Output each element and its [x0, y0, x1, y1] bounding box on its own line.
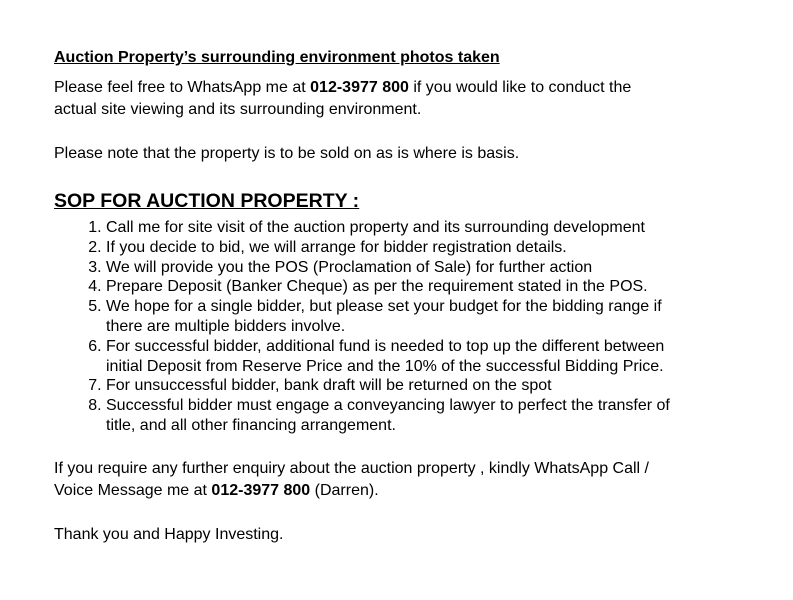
- sop-item: [106, 376, 754, 396]
- sop-item-text: If you decide to bid, we will arrange for bidder registration details.: [106, 238, 567, 256]
- whatsapp-paragraph: [54, 77, 754, 121]
- phone-number: 012-3977 800: [310, 79, 409, 96]
- sop-item: [106, 238, 754, 258]
- sop-item: [106, 337, 754, 377]
- photos-heading: Auction Property’s surrounding environment photos taken: [54, 49, 500, 66]
- sop-item-text: We hope for a single bidder, but please set your budget for the bidding range if: [106, 298, 662, 316]
- sop-item-text-line2: initial Deposit from Reserve Price and the 10% of the successful Bidding Price.: [106, 357, 664, 375]
- phone-number: 012-3977 800: [211, 481, 311, 499]
- sop-item: [106, 218, 754, 238]
- sop-item-text-line2: title, and all other financing arrangement.: [106, 416, 396, 434]
- enquiry-line2-prefix: Voice Message me at: [54, 481, 212, 499]
- sop-list: [54, 218, 754, 436]
- document-body: [54, 47, 754, 546]
- sop-item: [106, 396, 754, 436]
- enquiry-line1: If you require any further enquiry about the auction property , kindly WhatsApp Call /: [54, 459, 649, 477]
- sop-item: [106, 258, 754, 278]
- sop-heading: SOP FOR AUCTION PROPERTY :: [54, 190, 360, 212]
- sop-item: [106, 297, 754, 337]
- sop-item-text-line2: there are multiple bidders involve.: [106, 317, 346, 335]
- enquiry-paragraph: [54, 458, 754, 502]
- sop-item-text: Prepare Deposit (Banker Cheque) as per the requirement stated in the POS.: [106, 278, 648, 296]
- whatsapp-text-line2: actual site viewing and its surrounding environment.: [54, 101, 422, 118]
- whatsapp-text-prefix: Please feel free to WhatsApp me at: [54, 79, 311, 96]
- sop-item-text: For successful bidder, additional fund is needed to top up the different between: [106, 337, 665, 355]
- whatsapp-text-suffix: if you would like to conduct the: [408, 79, 632, 96]
- sop-item-text: Call me for site visit of the auction property and its surrounding development: [106, 219, 645, 236]
- enquiry-line2-suffix: (Darren).: [310, 481, 379, 499]
- sop-item-text: Successful bidder must engage a conveyancing lawyer to perfect the transfer of: [106, 397, 670, 415]
- sop-item: [106, 277, 754, 297]
- sop-item-text: For unsuccessful bidder, bank draft will be returned on the spot: [106, 377, 552, 395]
- closing-text: Thank you and Happy Investing.: [54, 525, 284, 543]
- sop-item-text: We will provide you the POS (Proclamation of Sale) for further action: [106, 258, 593, 276]
- as-is-note: Please note that the property is to be sold on as is where is basis.: [54, 145, 520, 162]
